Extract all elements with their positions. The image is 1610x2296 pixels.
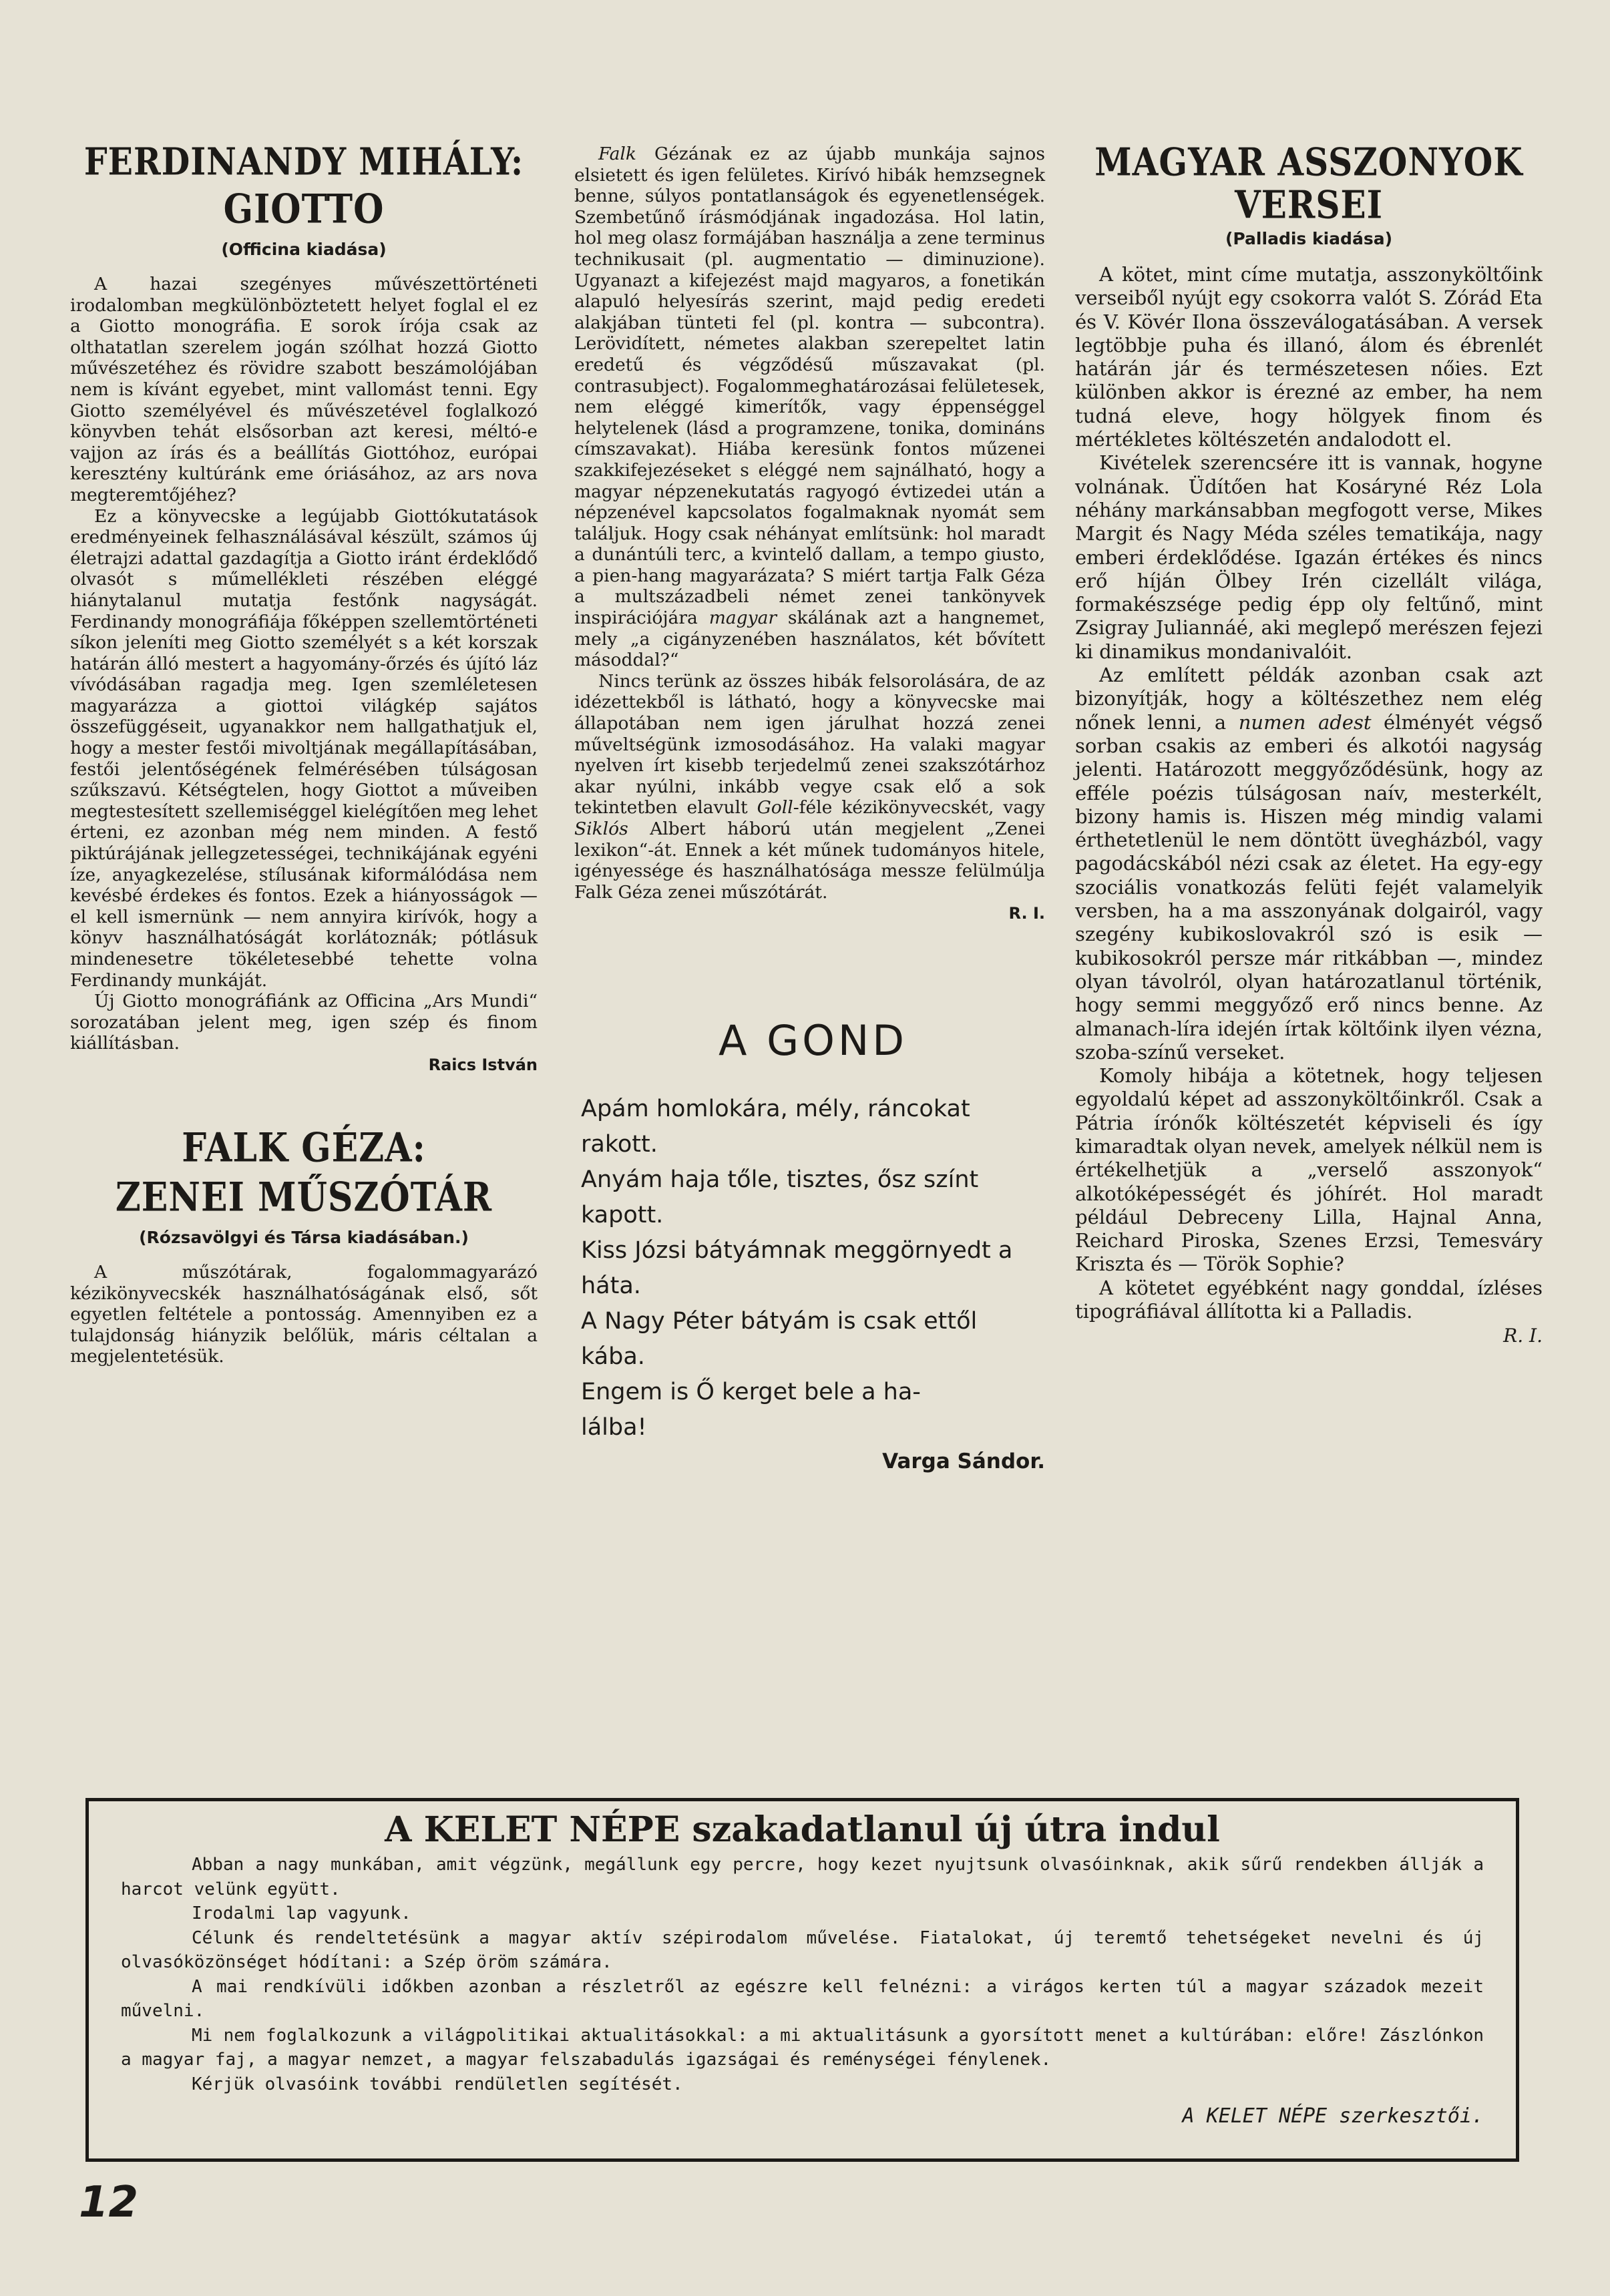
poem-line: A Nagy Péter bátyám is csak ettől [581, 1308, 978, 1335]
poem-line: Anyám haja tőle, tisztes, ősz színt [581, 1166, 979, 1194]
article-title-line2: ZENEI MŰSZÓTÁR [115, 1174, 493, 1221]
paragraph-text: Albert háború után megjelent „Zenei lexikon“-át. Ennek a két műnek tudományos hitele, igényessége és használhatósága messze felülmúlja Falk Géza zenei műszótárát. [574, 819, 1045, 903]
italic-word: Falk [598, 144, 636, 164]
poem-line: Apám homlokára, mély, ráncokat [581, 1096, 970, 1123]
poem-line: rakott. [581, 1131, 658, 1158]
poem-line: lálba! [581, 1414, 647, 1441]
column-middle [574, 144, 1045, 1473]
paragraph: A kötet, mint címe mutatja, asszonyköltőink verseiből nyújt egy csokorra valót S. Zórád Eta és V. Kövér Ilona összeválogatásában. A versek legtöbbje puha és illanó, álom és ébrenlét határán jár és természetesen nőies. Ezt különben akkor is érezné az ember, ha nem tudná eleve, hogy hölgyek finom és mértékletes költészetén andalodott el. [1075, 263, 1543, 451]
article-asszonyok [1075, 139, 1543, 1347]
announcement-body [121, 1853, 1484, 2096]
paragraph-text: skálának azt a hangnemet, mely „a cigányzenében használatos, két bővített másoddal?“ [574, 608, 1045, 671]
page-number: 12 [79, 2178, 139, 2227]
poem-line: kapott. [581, 1202, 664, 1229]
paragraph-text: Nincs terünk az összes hibák felsorolására, de az idézettekből is látható, hogy a könyvecske mai állapotában nem igen járulhat hozzá zenei műveltségünk izmosodásához. Ha valaki magyar nyelven írt kisebb terjedelmű zenei szakszótárhoz akar nyúlni, inkább vegye csak elő a sok tekintetben elavult [574, 670, 1045, 819]
paragraph: Irodalmi lap vagyunk. [192, 1903, 411, 1923]
poem-line: háta. [581, 1273, 641, 1300]
paragraph-text: -féle kézikönyvecskét, vagy [793, 797, 1046, 819]
article-giotto [70, 139, 538, 1074]
poem-line: Engem is Ő kerget bele a ha- [581, 1379, 921, 1406]
paragraph: Új Giotto monográfiánk az Officina „Ars Mundi“ sorozatában jelent meg, igen szép és finom kiállításban. [70, 991, 538, 1054]
italic-word: magyar [709, 608, 777, 629]
poem-line: Kiss Józsi bátyámnak meggörnyedt a [581, 1237, 1013, 1265]
paragraph: Kivételek szerencsére itt is vannak, hogyne volnának. Üdítően hat Kosáryné Réz Lola néhány markánsabban megfogott verse, Mikes Margit és Nagy Méda széles tematikája, nagy emberi érdeklődése. Igazán értékes és nincs erő híján Ölbey Irén cizellált világa, formakészsége pedig épp oly feltűnő, mint Zsigray Juliannáé, aki meglepő merészen fejezi ki dinamikus mondanivalóit. [1075, 451, 1543, 663]
article-falk [70, 1124, 538, 1367]
publisher-note: (Palladis kiadása) [1225, 229, 1392, 248]
paragraph: Célunk és rendeltetésünk a magyar aktív szépirodalom művelése. Fiatalokat, új teremtő tehetségeket nevelni és új olvasóközönséget hódítani: a Szép öröm számára. [121, 1927, 1484, 1972]
paragraph [1075, 664, 1543, 1064]
poem-line: kába. [581, 1343, 645, 1371]
announcement-box [85, 1798, 1519, 2162]
author-signature: R. I. [1503, 1325, 1543, 1347]
article-body [70, 274, 538, 1054]
italic-phrase: numen adest [1238, 710, 1372, 734]
article-body [70, 1262, 538, 1367]
italic-word: Goll [757, 797, 793, 819]
column-left [70, 139, 538, 1367]
paragraph-text: Az említett példák azonban csak azt bizonyítják, hogy a költészethez nem elég nőnek lenni, a [1075, 664, 1543, 734]
publisher-note: (Officina kiadása) [221, 240, 387, 259]
paragraph-text: élményét végső sorban csakis az emberi és alkotói nagyság jelenti. Határozott meggyőződésünk, hogy az efféle poézis túlságosan naív, mesterkélt, bizony hamis is. Hiszen még mindig valami érthetetlenül le nem döntött üvegházból, vagy pagodácskából nézi csak az életet. Ha egy-egy szociális vonatkozás felüti fejét valamelyik versben, ha a ma asszonyának dolgairól, vagy szegény kubikoslovakról szó is esik — kubikosokról persze már ritkábban —, mindez olyan távolról, olyan határozatlanul történik, hogy semmi meggyőző erő nincs benne. Az almanach-líra idején írtak költőink ilyen vézna, szoba-színű verseket. [1075, 710, 1543, 1064]
paragraph-text: Gézának ez az újabb munkája sajnos elsietett és igen felületes. Kirívó hibák hemzsegnek benne, súlyos pontatlanságok és egyenetlenségek. Szembetűnő írásmódjának ingadozása. Hol latin, hol meg olasz formájában használja a zene terminus technikusait (pl. augmentatio — diminuzione). Ugyanazt a kifejezést majd magyaros, a fonetikán alapuló helyesírás szerint, majd pedig eredeti alakjában tünteti fel (pl. kontra — subcontra). Lerövidített, németes alakban szerepeltet latin eredetű és végződésű műszavakat (pl. contrasubject). Fogalommeghatározásai felületesek, nem eléggé kimerítők, vagy éppenséggel helytelenek (lásd a programzene, tonika, domináns címszavakat). Hiába keresünk fontos műzenei szakkifejezéseket s eléggé nem sajnálható, hogy a magyar népzenekutatás ragyogó évtizedei után a népzenével kapcsolatos fogalmaknak nyomát sem találjuk. Hogy csak néhányat említsünk: hol maradt a dunántúli terc, a kvintelő dallam, a tempo giusto, a pien-hang magyarázata? S miért tartja Falk Géza a multszázadbeli német zenei tankönyvek inspirációjára [574, 144, 1045, 629]
article-title-line1: MAGYAR ASSZONYOK [1094, 139, 1523, 185]
article-title-line1: FERDINANDY MIHÁLY: [83, 139, 524, 184]
article-body [1075, 263, 1543, 1323]
publisher-note: (Rózsavölgyi és Társa kiadásában.) [139, 1227, 469, 1247]
announcement-title: A KELET NÉPE szakadatlanul új útra indul [385, 1809, 1220, 1850]
poem-author: Varga Sándor. [882, 1449, 1045, 1474]
paragraph: Abban a nagy munkában, amit végzünk, megállunk egy percre, hogy kezet nyujtsunk olvasóinknak, akik sűrű rendekben állják a harcot velünk együtt. [121, 1855, 1484, 1899]
paragraph: A mai rendkívüli időkben azonban a részletről az egészre kell felnézni: a virágos kerten túl a magyar századok mezeit művelni. [121, 1976, 1484, 2021]
author-signature: Raics István [428, 1055, 538, 1074]
paragraph [574, 144, 1045, 671]
paragraph: Ez a könyvecske a legújabb Giottókutatások eredményeinek felhasználásával készült, számos új életrajzi adattal gazdagítja a Giotto iránt érdeklődő olvasót s műmellékleti részében eléggé hiánytalanul mutatja festőnk nagyságát. Ferdinandy monográfiája főképpen szellemtörténeti síkon jeleníti meg Giotto személyét s a két korszak határán álló mestert a hagyomány-őrzés és újító láz vívódásában ragadja meg. Igen szemléletesen magyarázza a giottoi világkép sajátos összefüggéseit, ugyanakkor nem hallgathatjuk el, hogy a mester festői mivoltjának megállapításában, festői jelentőségének felmérésében túlságosan szűkszavú. Kétségtelen, hogy Giottot a műveiben megtestesített szellemiséggel kielégítően meg lehet érteni, ez azonban még nem minden. A festő piktúrájának jellegzetességei, technikájának egyéni íze, anyagkezelése, stílusának kiformálódása nem kevésbé érdekes és fontos. Ezek a hiányosságok — el kell ismernünk — nem annyira kirívók, hogy a könyv használhatóságát korlátoznák; pótlásuk mindenesetre tökéletesebbé tehette volna Ferdinandy munkáját. [70, 505, 538, 991]
paragraph: Komoly hibája a kötetnek, hogy teljesen egyoldalú képet ad asszonyköltőinkről. Csak a Pátria írónők költészetét képviseli és így kimaradtak olyan nevek, amelyek nélkül nem is értékelhetjük a „verselő asszonyok“ alkotóképességét és jóhírét. Hol maradt például Debreceny Lilla, Hajnal Anna, Reichard Piroska, Szenes Erzsi, Temesváry Kriszta és — Török Sophie? [1075, 1064, 1543, 1276]
paragraph: A műszótárak, fogalommagyarázó kézikönyvecskék használhatóságának első, sőt egyetlen feltétele a pontosság. Amennyiben ez a tulajdonság hiányzik belőlük, máris céltalan a megjelentetésük. [70, 1261, 538, 1367]
poem-title: A GOND [718, 1016, 908, 1066]
announcement-signature: A KELET NÉPE szerkesztői. [1182, 2104, 1484, 2128]
italic-word: Siklós [574, 819, 628, 839]
author-signature: R. I. [1008, 904, 1045, 923]
poem-lines [581, 1092, 1045, 1445]
paragraph: A hazai szegényes művészettörténeti irodalomban megkülönböztetett helyet foglal el ez a Giotto monográfia. E sorok írója csak az olthatatlan szerelem jogán szólhat hozzá Giotto művészetéhez és rövidre szabott beszámolójában nem is kívánt egyebet, mint vallomást tenni. Egy Giotto személyével és művészetével foglalkozó könyvben tehát elsősorban azt keresi, méltó-e vajjon az írás és a beállítás Giottóhoz, európai keresztény kultúránk eme óriásához, az ars nova megteremtőjéhez? [70, 274, 538, 505]
article-title-line1: FALK GÉZA: [182, 1124, 426, 1172]
article-title-line2: VERSEI [1234, 182, 1384, 228]
paragraph: Mi nem foglalkozunk a világpolitikai aktualitásokkal: a mi aktualitásunk a gyorsított menet a kultúrában: előre! Zászlónkon a magyar faj, a magyar nemzet, a magyar felszabadulás igazságai és reménységei fénylenek. [121, 2025, 1484, 2070]
paragraph [574, 671, 1045, 903]
article-title-line2: GIOTTO [223, 186, 385, 233]
paragraph: A kötetet egyébként nagy gonddal, ízléses tipográfiával állította ki a Palladis. [1075, 1276, 1543, 1323]
column-right [1075, 139, 1543, 1347]
article-body-continued [574, 144, 1045, 903]
poem [574, 1016, 1045, 1473]
paragraph: Kérjük olvasóink további rendületlen segítését. [192, 2074, 683, 2094]
